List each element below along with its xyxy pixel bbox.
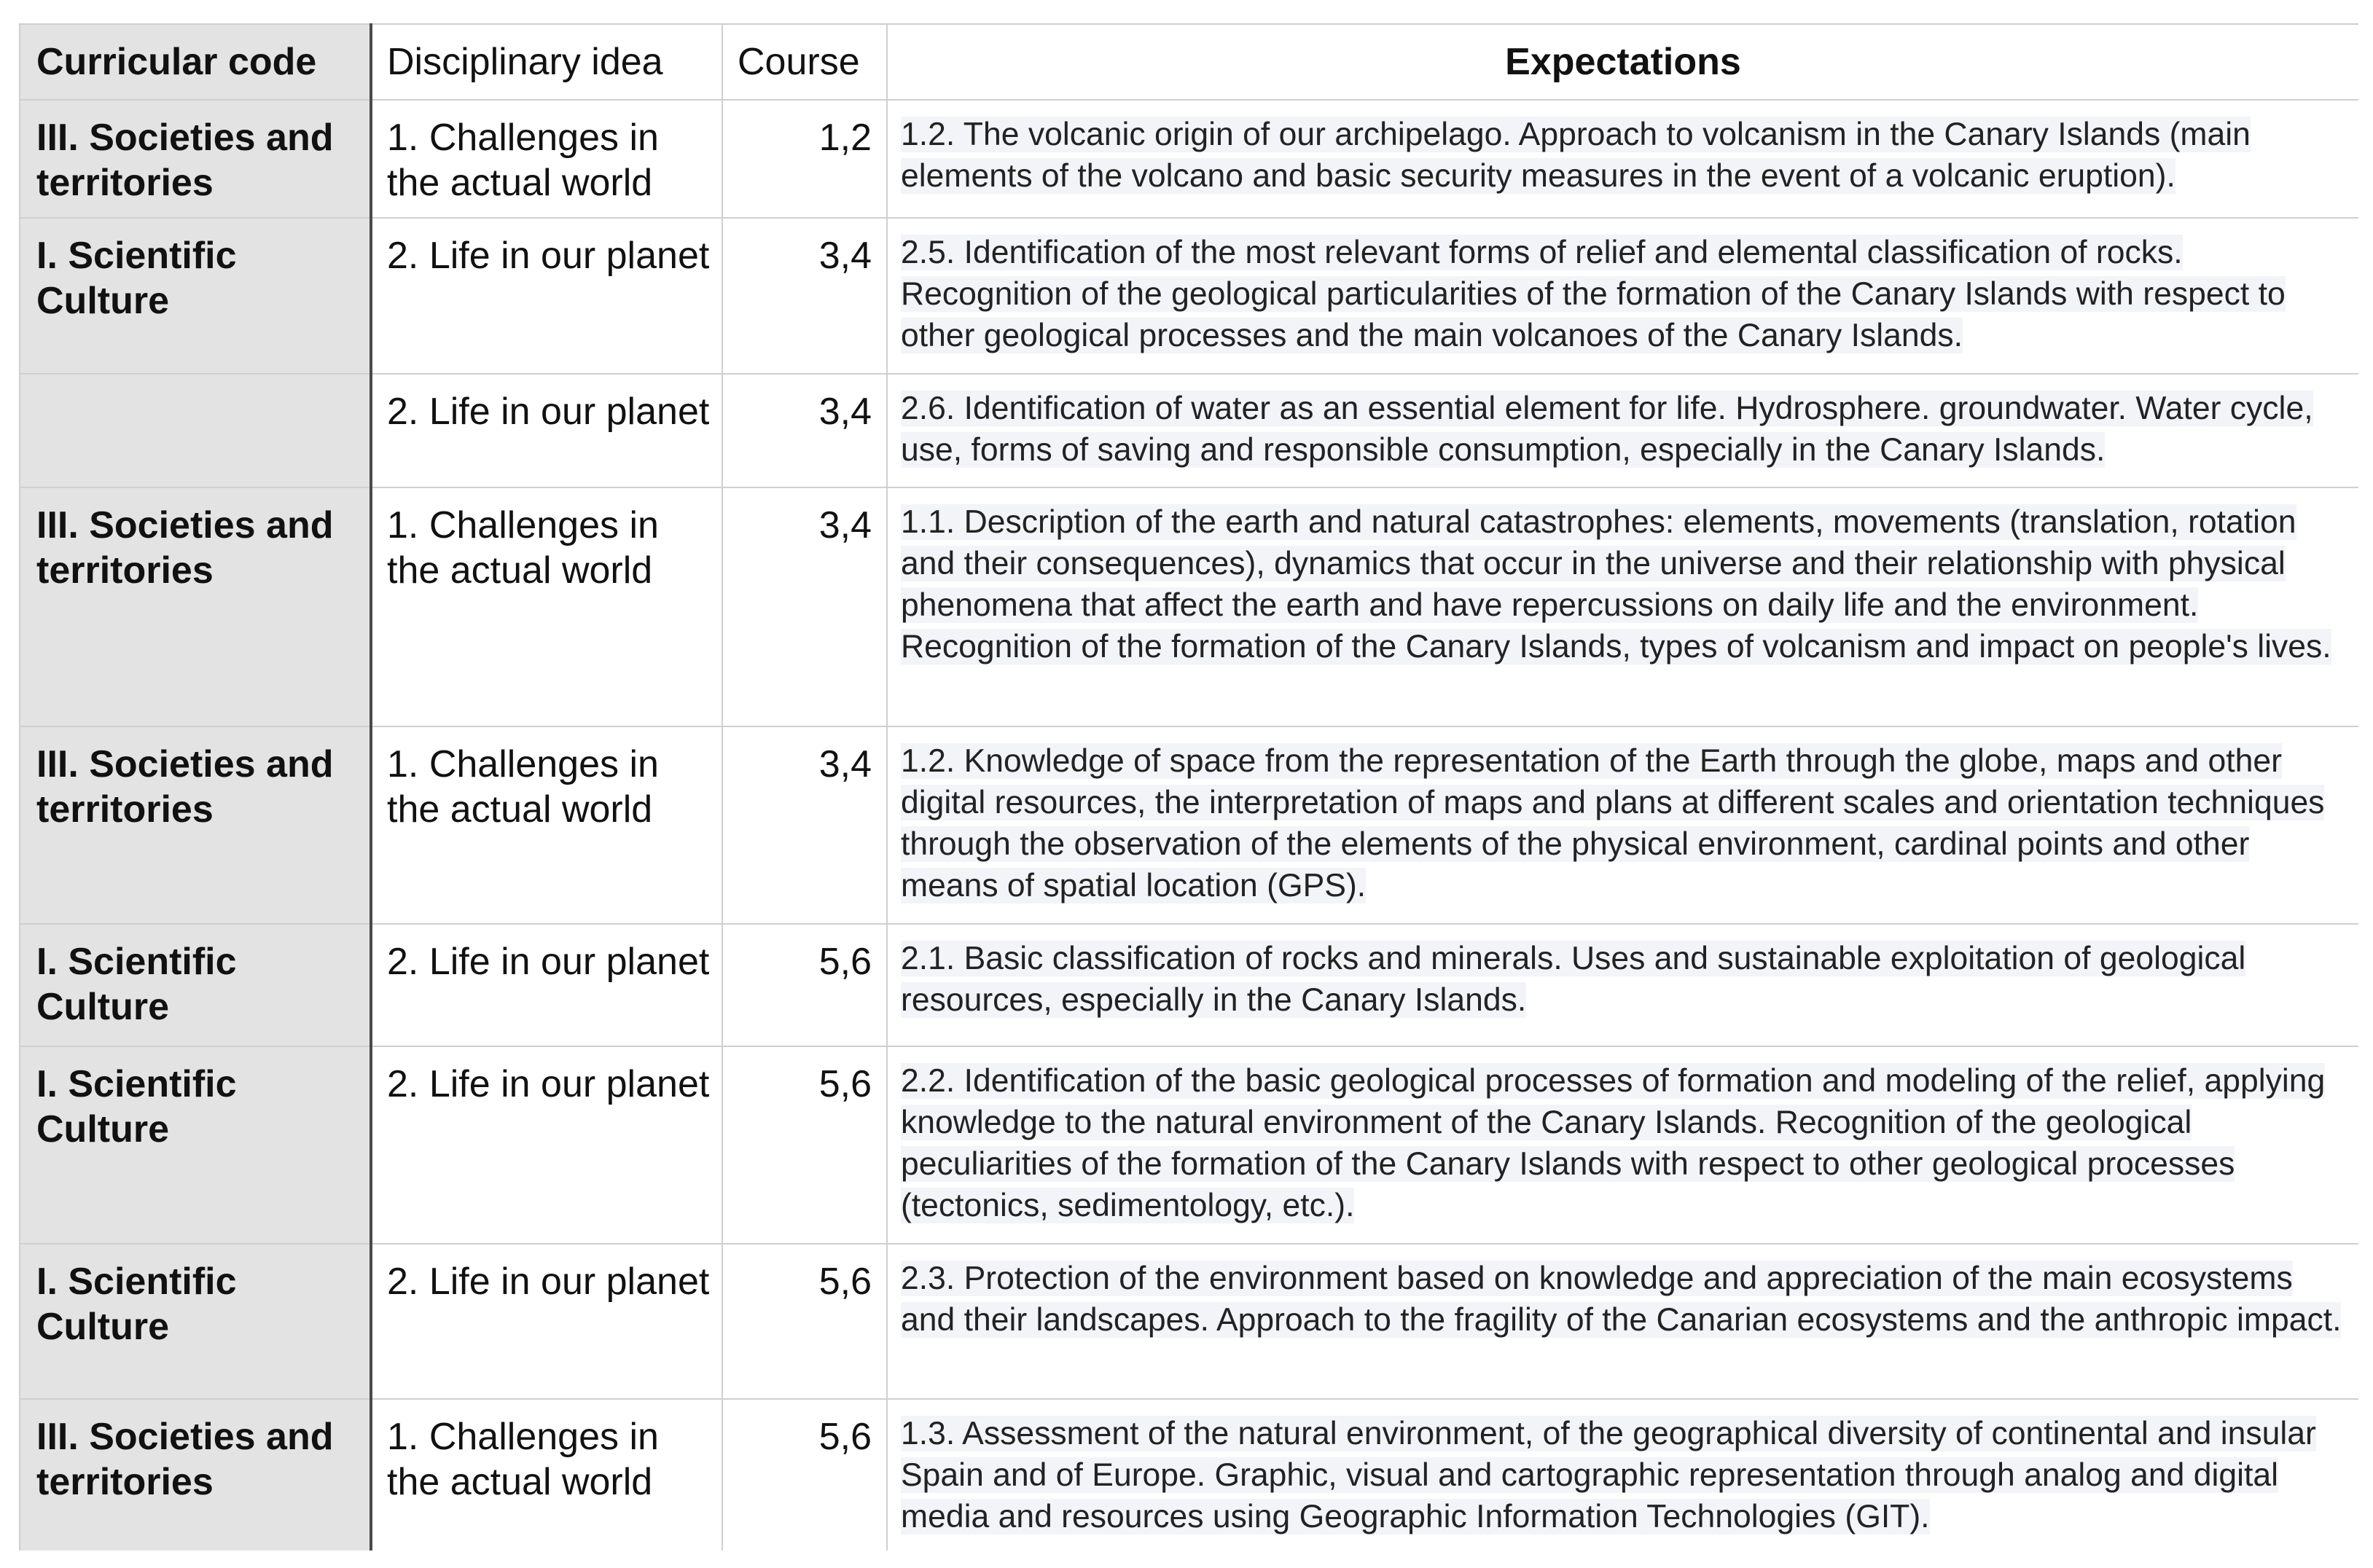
expectation-cell (887, 924, 2358, 1046)
header-course: Course (722, 24, 887, 100)
curricular-code-cell: III. Societies and territories (20, 726, 371, 924)
curricular-code-cell: I. Scientific Culture (20, 1244, 371, 1399)
curriculum-table-container (19, 23, 2358, 1551)
expectation-text: 2.1. Basic classification of rocks and minerals. Uses and sustainable exploitation of geological resources, especially in the Canary Islands. (901, 941, 2246, 1018)
header-row (20, 24, 2358, 100)
expectation-cell (887, 1244, 2358, 1399)
disciplinary-idea-cell: 2. Life in our planet (371, 1046, 722, 1244)
expectation-text: 2.6. Identification of water as an essential element for life. Hydrosphere. groundwater. Water cycle, use, forms of saving and responsible consumption, especially in the Canary Islands. (901, 391, 2313, 468)
course-cell: 5,6 (722, 924, 887, 1046)
table-row (20, 1399, 2358, 1551)
expectation-text: 1.2. Knowledge of space from the representation of the Earth through the globe, maps and other digital resources, the interpretation of maps and plans at different scales and orientation techniques through the observation of the elements of the physical environment, cardinal points and other means of spatial location (GPS). (901, 743, 2325, 903)
table-row (20, 1046, 2358, 1244)
header-expectations: Expectations (887, 24, 2358, 100)
curricular-code-cell: I. Scientific Culture (20, 924, 371, 1046)
curricular-code-cell: I. Scientific Culture (20, 1046, 371, 1244)
course-cell: 3,4 (722, 374, 887, 487)
expectation-cell (887, 1399, 2358, 1551)
expectation-cell (887, 374, 2358, 487)
disciplinary-idea-cell: 1. Challenges in the actual world (371, 100, 722, 218)
expectation-text: 2.2. Identification of the basic geological processes of formation and modeling of the relief, applying knowledge to the natural environment of the Canary Islands. Recognition of the geological peculiarities of the formation of the Canary Islands with respect to other geological processes (tectonics, sedimentology, etc.). (901, 1063, 2326, 1223)
course-cell: 3,4 (722, 487, 887, 726)
course-cell: 3,4 (722, 218, 887, 374)
table-row (20, 726, 2358, 924)
table-row (20, 100, 2358, 218)
expectation-text: 1.3. Assessment of the natural environment, of the geographical diversity of continental and insular Spain and of Europe. Graphic, visual and cartographic representation through analog and digital media and resources using Geographic Information Technologies (GIT). (901, 1416, 2316, 1534)
expectation-text: 1.1. Description of the earth and natural catastrophes: elements, movements (translation, rotation and their consequences), dynamics that occur in the universe and their relationship with physical phenomena that affect the earth and have repercussions on daily life and the environment. Recognition of the formation of the Canary Islands, types of volcanism and impact on people's lives. (901, 504, 2331, 665)
header-disciplinary-idea: Disciplinary idea (371, 24, 722, 100)
header-curricular-code: Curricular code (20, 24, 371, 100)
table-row (20, 218, 2358, 374)
curricular-code-cell: III. Societies and territories (20, 1399, 371, 1551)
course-cell: 1,2 (722, 100, 887, 218)
disciplinary-idea-cell: 1. Challenges in the actual world (371, 1399, 722, 1551)
disciplinary-idea-cell: 2. Life in our planet (371, 374, 722, 487)
expectation-cell (887, 1046, 2358, 1244)
expectation-cell (887, 100, 2358, 218)
expectation-cell (887, 218, 2358, 374)
table-row (20, 487, 2358, 726)
disciplinary-idea-cell: 2. Life in our planet (371, 1244, 722, 1399)
disciplinary-idea-cell: 1. Challenges in the actual world (371, 726, 722, 924)
course-cell: 5,6 (722, 1046, 887, 1244)
disciplinary-idea-cell: 2. Life in our planet (371, 218, 722, 374)
curricular-code-cell (20, 374, 371, 487)
expectation-text: 2.5. Identification of the most relevant forms of relief and elemental classification of rocks. Recognition of the geological particularities of the formation of the Canary Islands with respect to other geological processes and the main volcanoes of the Canary Islands. (901, 235, 2286, 353)
curricular-code-cell: III. Societies and territories (20, 487, 371, 726)
table-row (20, 924, 2358, 1046)
expectation-text: 2.3. Protection of the environment based on knowledge and appreciation of the main ecosystems and their landscapes. Approach to the fragility of the Canarian ecosystems and the anthropic impact. (901, 1261, 2342, 1338)
course-cell: 5,6 (722, 1399, 887, 1551)
course-cell: 5,6 (722, 1244, 887, 1399)
table-row (20, 374, 2358, 487)
expectation-cell (887, 487, 2358, 726)
curriculum-table (19, 23, 2358, 1551)
disciplinary-idea-cell: 1. Challenges in the actual world (371, 487, 722, 726)
curricular-code-cell: I. Scientific Culture (20, 218, 371, 374)
expectation-cell (887, 726, 2358, 924)
expectation-text: 1.2. The volcanic origin of our archipelago. Approach to volcanism in the Canary Islands (main elements of the volcano and basic security measures in the event of a volcanic eruption). (901, 117, 2251, 194)
curricular-code-cell: III. Societies and territories (20, 100, 371, 218)
disciplinary-idea-cell: 2. Life in our planet (371, 924, 722, 1046)
course-cell: 3,4 (722, 726, 887, 924)
table-row (20, 1244, 2358, 1399)
